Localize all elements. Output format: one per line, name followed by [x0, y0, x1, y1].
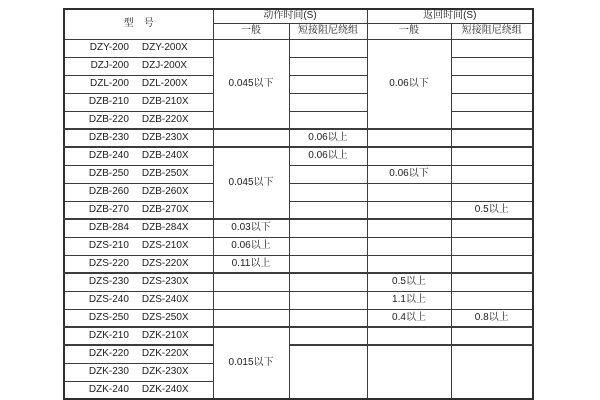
ret-damp-cell: 0.8以上 [451, 309, 533, 327]
ret-gen-cell [367, 345, 451, 399]
model-name: DZS-220 [88, 257, 129, 269]
table-row [64, 291, 533, 309]
model-cell [64, 255, 213, 273]
header-action-general: 一般 [213, 23, 289, 39]
table-row [64, 255, 533, 273]
act-damp-cell: 0.06以上 [289, 147, 367, 165]
act-damp-cell [289, 327, 367, 345]
model-cell [64, 147, 213, 165]
header-row-1 [64, 9, 533, 23]
ret-gen-cell [367, 327, 451, 345]
act-gen-cell: 0.045以下 [213, 147, 289, 219]
model-name-x: DZJ-200X [141, 60, 187, 71]
model-name: DZS-230 [88, 276, 129, 288]
table-row [64, 75, 533, 93]
model-cell [64, 309, 213, 327]
act-gen-cell [213, 129, 289, 147]
model-cell [64, 327, 213, 345]
model-name-x: DZB-240X [141, 150, 189, 162]
act-gen-cell: 0.03以下 [213, 219, 289, 237]
model-name: DZY-200 [89, 42, 129, 53]
act-damp-cell [289, 309, 367, 327]
act-damp-cell [289, 165, 367, 183]
relay-timing-table [63, 8, 534, 400]
act-damp-cell [289, 201, 367, 219]
ret-gen-cell [367, 129, 451, 147]
ret-damp-cell [451, 57, 533, 75]
header-return-damping: 短接阻尼绕组 [451, 23, 533, 39]
model-name-x: DZS-210X [141, 240, 189, 251]
ret-gen-cell [367, 147, 451, 165]
header-return-general: 一般 [367, 23, 451, 39]
act-gen-cell: 0.045以下 [213, 39, 289, 129]
model-name-x: DZK-230X [141, 366, 189, 377]
ret-damp-cell [451, 219, 533, 237]
model-cell [64, 165, 213, 183]
table-row [64, 201, 533, 219]
model-cell [64, 201, 213, 219]
model-name: DZB-240 [88, 150, 129, 162]
model-name-x: DZS-240X [141, 294, 189, 305]
table-row [64, 273, 533, 291]
model-cell [64, 75, 213, 93]
act-damp-cell [289, 237, 367, 255]
act-damp-cell [289, 345, 367, 399]
ret-gen-cell: 0.4以上 [367, 309, 451, 327]
ret-damp-cell [451, 183, 533, 201]
model-name-x: DZS-220X [141, 257, 189, 269]
model-name-x: DZB-260X [141, 186, 189, 197]
ret-damp-cell: 0.5以上 [451, 201, 533, 219]
model-name: DZJ-200 [90, 60, 129, 71]
ret-damp-cell [451, 291, 533, 309]
ret-damp-cell [451, 165, 533, 183]
table-row [64, 147, 533, 165]
header-model: 型 号 [64, 9, 213, 39]
model-cell [64, 129, 213, 147]
ret-gen-cell [367, 201, 451, 219]
model-name: DZS-250 [88, 311, 129, 323]
model-name-x: DZB-250X [141, 168, 189, 179]
model-name: DZL-200 [90, 78, 129, 89]
model-name: DZB-210 [88, 96, 129, 107]
act-damp-cell [289, 183, 367, 201]
model-name: DZB-260 [88, 186, 129, 197]
table-row [64, 93, 533, 111]
table-row [64, 111, 533, 129]
model-name: DZK-240 [88, 383, 129, 395]
model-name: DZK-230 [88, 366, 129, 377]
table-row [64, 129, 533, 147]
header-action-time: 动作时间(S) [213, 9, 367, 23]
table-row [64, 327, 533, 345]
model-name-x: DZB-230X [141, 132, 189, 143]
model-cell [64, 183, 213, 201]
table-row [64, 309, 533, 327]
model-cell [64, 219, 213, 237]
model-cell [64, 273, 213, 291]
model-name: DZB-250 [88, 168, 129, 179]
model-name-x: DZB-210X [141, 96, 189, 107]
act-damp-cell [289, 93, 367, 111]
act-damp-cell [289, 57, 367, 75]
table-row [64, 219, 533, 237]
act-damp-cell [289, 75, 367, 93]
model-name-x: DZS-230X [141, 276, 189, 288]
act-damp-cell [289, 273, 367, 291]
ret-gen-cell [367, 183, 451, 201]
model-name-x: DZB-220X [141, 113, 189, 125]
model-name-x: DZS-250X [141, 311, 189, 323]
ret-damp-cell [451, 39, 533, 57]
act-gen-cell: 0.015以下 [213, 327, 289, 399]
model-name: DZK-220 [88, 348, 129, 360]
ret-gen-cell [367, 219, 451, 237]
ret-damp-cell [451, 93, 533, 111]
model-name: DZB-270 [88, 203, 129, 215]
act-gen-cell [213, 273, 289, 291]
model-cell [64, 291, 213, 309]
ret-damp-cell [451, 237, 533, 255]
model-cell [64, 57, 213, 75]
model-cell [64, 39, 213, 57]
model-name: DZK-210 [88, 330, 129, 341]
act-damp-cell [289, 291, 367, 309]
act-damp-cell [289, 111, 367, 129]
model-name: DZS-240 [88, 294, 129, 305]
ret-damp-cell [451, 345, 533, 399]
act-damp-cell [289, 219, 367, 237]
header-action-damping: 短接阻尼绕组 [289, 23, 367, 39]
model-name: DZB-220 [88, 113, 129, 125]
ret-gen-cell: 0.06以下 [367, 165, 451, 183]
model-name: DZB-230 [88, 132, 129, 143]
table-row [64, 183, 533, 201]
model-name-x: DZL-200X [141, 78, 188, 89]
ret-damp-cell [451, 327, 533, 345]
table-row [64, 39, 533, 57]
act-gen-cell [213, 291, 289, 309]
act-damp-cell [289, 255, 367, 273]
ret-damp-cell [451, 129, 533, 147]
model-name-x: DZK-240X [141, 383, 189, 395]
table-row [64, 345, 533, 363]
model-cell [64, 381, 213, 399]
model-cell [64, 93, 213, 111]
model-cell [64, 363, 213, 381]
model-cell [64, 237, 213, 255]
ret-gen-cell: 0.06以下 [367, 39, 451, 129]
model-name-x: DZK-220X [141, 348, 189, 360]
ret-damp-cell [451, 273, 533, 291]
model-name-x: DZB-270X [141, 203, 189, 215]
table-row [64, 237, 533, 255]
ret-damp-cell [451, 75, 533, 93]
model-cell [64, 345, 213, 363]
act-damp-cell [289, 39, 367, 57]
ret-damp-cell [451, 111, 533, 129]
table-row [64, 165, 533, 183]
header-return-time: 返回时间(S) [367, 9, 533, 23]
ret-gen-cell [367, 255, 451, 273]
act-gen-cell [213, 309, 289, 327]
ret-gen-cell: 0.5以上 [367, 273, 451, 291]
act-gen-cell: 0.06以上 [213, 237, 289, 255]
model-name: DZS-210 [88, 240, 129, 251]
ret-gen-cell [367, 237, 451, 255]
ret-damp-cell [451, 147, 533, 165]
ret-gen-cell: 1.1以上 [367, 291, 451, 309]
act-damp-cell: 0.06以上 [289, 129, 367, 147]
act-gen-cell: 0.11以上 [213, 255, 289, 273]
model-name: DZB-284 [88, 222, 129, 234]
model-cell [64, 111, 213, 129]
model-name-x: DZB-284X [141, 222, 189, 234]
model-name-x: DZK-210X [141, 330, 189, 341]
ret-damp-cell [451, 255, 533, 273]
model-name-x: DZY-200X [141, 42, 188, 53]
table-row [64, 57, 533, 75]
